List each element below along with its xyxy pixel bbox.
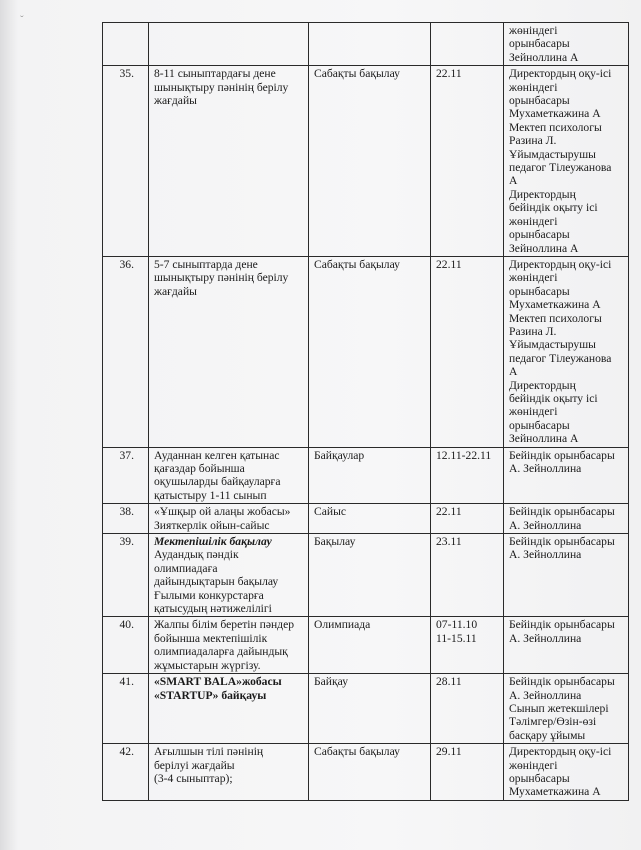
table-row xyxy=(103,23,629,66)
responsible-line: Бейіндік орынбасары xyxy=(509,618,615,632)
responsible-line: Мухаметкажина А xyxy=(509,298,601,312)
responsible-line: жөніндегі xyxy=(509,214,558,228)
topic-cell xyxy=(149,256,309,447)
responsible-line: бейіндік оқыту ісі xyxy=(509,391,598,405)
topic-line: олимпиадаларға дайындық xyxy=(154,645,288,659)
responsible-cell xyxy=(504,66,629,257)
responsible-line: Мектеп психологы xyxy=(509,311,602,325)
responsible-cell xyxy=(504,534,629,617)
responsible-line: орынбасары xyxy=(509,418,570,432)
form-text: Байқау xyxy=(314,675,348,689)
date-line: 22.11 xyxy=(436,257,462,271)
topic-line: жағдайы xyxy=(154,94,197,108)
date-cell xyxy=(431,23,504,66)
topic-cell xyxy=(149,23,309,66)
row-number xyxy=(103,447,149,504)
plan-table-body xyxy=(103,23,629,801)
date-cell xyxy=(431,617,504,674)
date-line: 23.11 xyxy=(436,535,462,549)
responsible-line: А. Зейноллина xyxy=(509,688,582,702)
responsible-line: орынбасары xyxy=(509,37,570,51)
responsible-line: орынбасары xyxy=(509,771,570,785)
responsible-line: Директордың xyxy=(509,378,576,392)
responsible-line: Сынып жетекшілері xyxy=(509,701,609,715)
date-cell xyxy=(431,66,504,257)
responsible-line: Бейіндік орынбасары xyxy=(509,675,615,689)
responsible-line: Разина Л. xyxy=(509,324,557,338)
topic-line: дайындықтарын бақылау xyxy=(154,575,279,589)
form-text: Олимпиада xyxy=(314,618,371,632)
form-cell xyxy=(309,744,431,801)
responsible-line: Мухаметкажина А xyxy=(509,107,601,121)
topic-line: бойынша мектепішілік xyxy=(154,631,268,645)
responsible-line: жөніндегі xyxy=(509,80,558,94)
responsible-line: Директордың оқу-ісі xyxy=(509,257,612,271)
corner-mark: ˇ xyxy=(20,14,24,26)
responsible-line: жөніндегі xyxy=(509,758,558,772)
date-cell xyxy=(431,674,504,744)
topic-cell xyxy=(149,534,309,617)
form-cell xyxy=(309,504,431,534)
topic-line: қатыстыру 1-11 сынып xyxy=(154,488,267,502)
responsible-line: Директордың xyxy=(509,187,576,201)
topic-line: жағдайы xyxy=(154,284,197,298)
form-text: Сабақты бақылау xyxy=(314,745,400,759)
responsible-cell xyxy=(504,256,629,447)
topic-bold-line: «SMART BALA»жобасы xyxy=(154,675,282,689)
row-number-text: 40. xyxy=(119,618,134,632)
row-number-text: 38. xyxy=(119,505,134,519)
responsible-line: Директордың оқу-ісі xyxy=(509,745,612,759)
form-text: Сабақты бақылау xyxy=(314,67,400,81)
date-cell xyxy=(431,447,504,504)
row-number xyxy=(103,534,149,617)
form-cell xyxy=(309,66,431,257)
form-cell xyxy=(309,617,431,674)
responsible-line: Мектеп психологы xyxy=(509,120,602,134)
responsible-line: Тәлімгер/Өзін-өзі xyxy=(509,715,597,729)
table-row xyxy=(103,256,629,447)
date-line: 29.11 xyxy=(436,745,462,759)
topic-bold-line: «STARTUP» байқауы xyxy=(154,688,267,702)
date-cell xyxy=(431,256,504,447)
responsible-line: Директордың оқу-ісі xyxy=(509,67,612,81)
row-number xyxy=(103,23,149,66)
responsible-line: педагог Тілеужанова xyxy=(509,351,612,365)
responsible-line: Бейіндік орынбасары xyxy=(509,448,615,462)
topic-cell xyxy=(149,66,309,257)
form-cell xyxy=(309,534,431,617)
row-number-text: 35. xyxy=(119,67,134,81)
row-number xyxy=(103,66,149,257)
form-cell xyxy=(309,447,431,504)
responsible-line: А. Зейноллина xyxy=(509,548,582,562)
plan-table xyxy=(102,22,629,801)
date-line: 22.11 xyxy=(436,505,462,519)
row-number xyxy=(103,256,149,447)
responsible-line: Ұйымдастырушы xyxy=(509,147,596,161)
responsible-line: Зейноллина А xyxy=(509,50,579,64)
table-row xyxy=(103,534,629,617)
responsible-cell xyxy=(504,447,629,504)
responsible-line: Ұйымдастырушы xyxy=(509,338,596,352)
responsible-line: Бейіндік орынбасары xyxy=(509,505,615,519)
topic-line: 5-7 сыныптарда дене xyxy=(154,257,258,271)
date-line: 22.11 xyxy=(436,67,462,81)
responsible-line: Бейіндік орынбасары xyxy=(509,535,615,549)
responsible-line: орынбасары xyxy=(509,284,570,298)
responsible-cell xyxy=(504,617,629,674)
topic-line: Ғылыми конкурстарға xyxy=(154,588,264,602)
responsible-line: педагог Тілеужанова xyxy=(509,161,612,175)
topic-line: Жалпы білім беретін пәндер xyxy=(154,618,295,632)
topic-line: Ағылшын тілі пәнінің xyxy=(154,745,264,759)
row-number xyxy=(103,617,149,674)
row-number-text: 39. xyxy=(119,535,134,549)
topic-line: жұмыстарын жүргізу. xyxy=(154,658,261,672)
topic-cell xyxy=(149,447,309,504)
topic-line: шынықтыру пәнінің берілу xyxy=(154,80,289,94)
responsible-line: бейіндік оқыту ісі xyxy=(509,201,598,215)
topic-line: берілуі жағдайы xyxy=(154,758,235,772)
responsible-line: басқару ұйымы xyxy=(509,728,586,742)
topic-line: 8-11 сыныптардағы дене xyxy=(154,67,276,81)
responsible-line: жөніндегі xyxy=(509,271,558,285)
topic-heading: Мектепішілік бақылау xyxy=(154,535,272,549)
topic-line: қатысудың нәтижелілігі xyxy=(154,602,272,616)
date-cell xyxy=(431,534,504,617)
topic-line: қағаздар бойынша xyxy=(154,462,245,475)
form-text: Сайыс xyxy=(314,505,347,519)
topic-line: Аудандық пәндік xyxy=(154,548,239,562)
table-row xyxy=(103,504,629,534)
date-line: 11-15.11 xyxy=(436,631,477,645)
responsible-line: А. Зейноллина xyxy=(509,518,582,532)
responsible-line: Разина Л. xyxy=(509,134,557,148)
responsible-line: жөніндегі xyxy=(509,24,558,37)
responsible-cell xyxy=(504,23,629,66)
topic-line: шынықтыру пәнінің берілу xyxy=(154,271,289,285)
responsible-cell xyxy=(504,674,629,744)
form-cell xyxy=(309,674,431,744)
date-line: 28.11 xyxy=(436,675,462,689)
responsible-cell xyxy=(504,744,629,801)
topic-line: Ауданнан келген қатынас xyxy=(154,448,280,462)
form-cell xyxy=(309,23,431,66)
responsible-line: А xyxy=(509,174,518,188)
table-row xyxy=(103,617,629,674)
form-text: Бақылау xyxy=(314,535,356,549)
topic-cell xyxy=(149,744,309,801)
date-line: 12.11-22.11 xyxy=(436,448,492,462)
topic-line: олимпиадаға xyxy=(154,561,218,575)
topic-cell xyxy=(149,617,309,674)
form-text: Сабақты бақылау xyxy=(314,257,400,271)
row-number xyxy=(103,674,149,744)
responsible-line: А. Зейноллина xyxy=(509,631,582,645)
topic-cell xyxy=(149,504,309,534)
date-cell xyxy=(431,504,504,534)
topic-cell xyxy=(149,674,309,744)
responsible-line: Зейноллина А xyxy=(509,432,579,446)
date-cell xyxy=(431,744,504,801)
responsible-line: жөніндегі xyxy=(509,405,558,419)
table-row xyxy=(103,447,629,504)
row-number-text: 41. xyxy=(119,675,134,689)
responsible-line: Зейноллина А xyxy=(509,241,579,255)
responsible-line: А. Зейноллина xyxy=(509,462,582,475)
table-row xyxy=(103,66,629,257)
table-row xyxy=(103,744,629,801)
date-line: 07-11.10 xyxy=(436,618,478,632)
responsible-line: А xyxy=(509,365,518,379)
topic-line: (3-4 сыныптар); xyxy=(154,771,233,785)
table-row xyxy=(103,674,629,744)
responsible-line: орынбасары xyxy=(509,228,570,242)
row-number-text: 37. xyxy=(119,448,134,462)
row-number xyxy=(103,744,149,801)
row-number xyxy=(103,504,149,534)
topic-line: оқушыларды байқауларға xyxy=(154,475,281,489)
form-cell xyxy=(309,256,431,447)
row-number-text: 42. xyxy=(119,745,134,759)
responsible-line: Мухаметкажина А xyxy=(509,785,601,799)
topic-line: «Ұшқыр ой алаңы жобасы» xyxy=(154,505,291,519)
form-text: Байқаулар xyxy=(314,448,365,462)
topic-line: Зияткерлік ойын-сайыс xyxy=(154,518,270,532)
responsible-line: орынбасары xyxy=(509,94,570,108)
responsible-cell xyxy=(504,504,629,534)
row-number-text: 36. xyxy=(119,257,134,271)
